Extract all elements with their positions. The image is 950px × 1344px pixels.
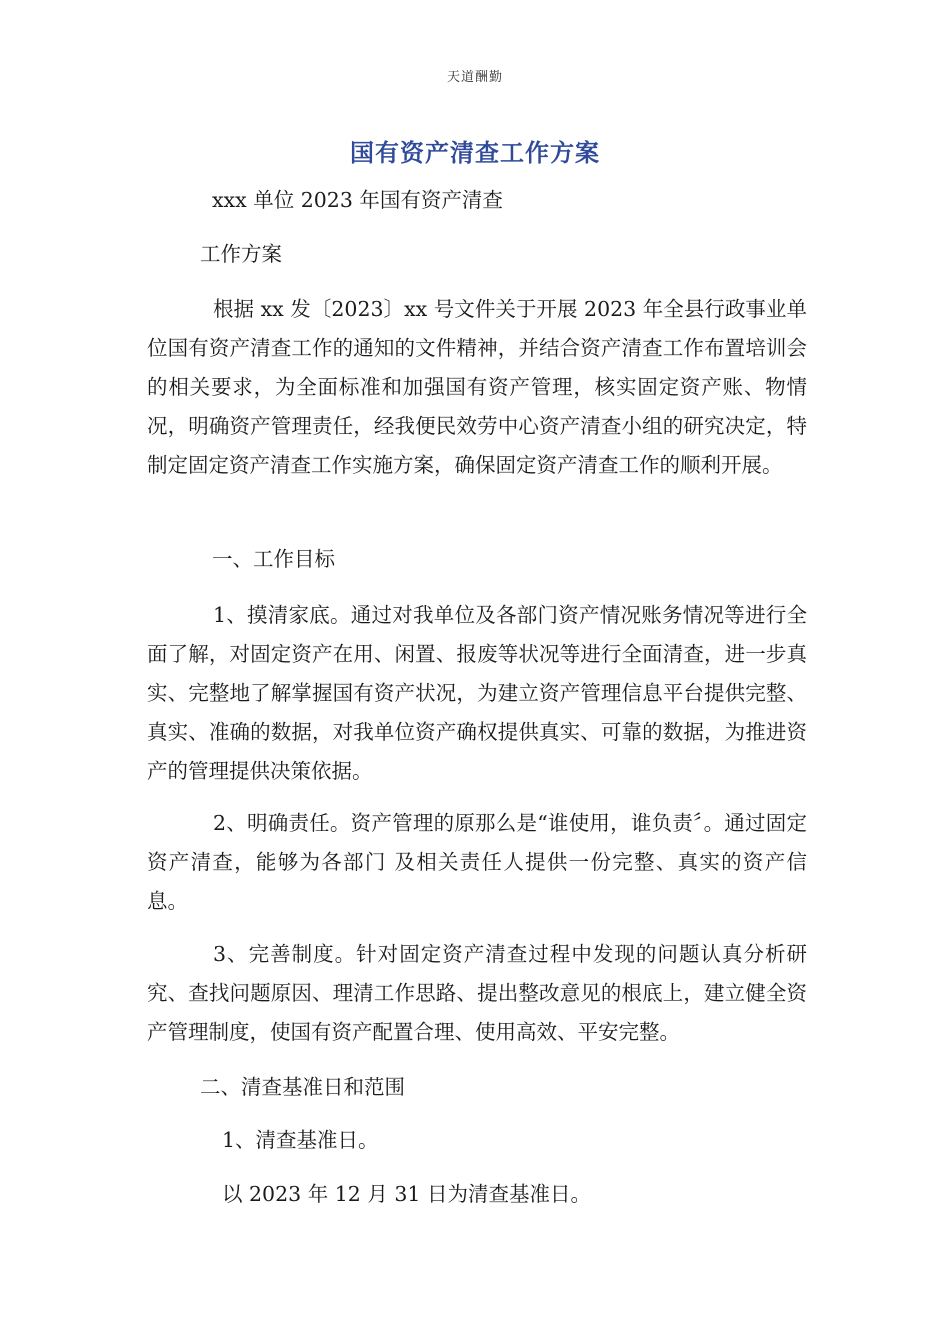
header-mark: 天道酬勤 (446, 70, 503, 85)
subtitle-line-1: xxx 单位 2023 年国有资产清查 (212, 188, 503, 212)
intro-paragraph: 根据 xx 发〔2023〕xx 号文件关于开展 2023 年全县行政事业单位国有资产清查工作的通知的文件精神，并结合资产清查工作布置培训会的相关要求，为全面标准和加强国有资产管理，核实固定资产账、物情况，明确资产管理责任，经我便民效劳中心资产清查小组的研究决定，特制定固定资产清查工作实施方案，确保固定资产清查工作的顺利开展。 (147, 297, 807, 477)
section-1-item-3: 3、完善制度。针对固定资产清查过程中发现的问题认真分析研究、查找问题原因、理清工作思路、提出整改意见的根底上，建立健全资产管理制度，使国有资产配置合理、使用高效、平安完整。 (147, 942, 807, 1044)
section-1-item-2: 2、明确责任。资产管理的原那么是“谁使用，谁负责〞。通过固定资产清查，能够为各部门 及相关责任人提供一份完整、真实的资产信息。 (147, 811, 807, 913)
section-2-item-1-text: 以 2023 年 12 月 31 日为清查基准日。 (222, 1182, 591, 1206)
section-1-item-1: 1、摸清家底。通过对我单位及各部门资产情况账务情况等进行全面了解，对固定资产在用、闲置、报废等状况等进行全面清查，进一步真实、完整地了解掌握国有资产状况，为建立资产管理信息平台提供完整、真实、准确的数据，对我单位资产确权提供真实、可靠的数据，为推进资产的管理提供决策依据。 (147, 603, 807, 783)
section-1-heading: 一、工作目标 (212, 547, 335, 571)
section-2-heading: 二、清查基准日和范围 (200, 1075, 405, 1099)
section-2-item-1-heading: 1、清查基准日。 (222, 1128, 379, 1152)
document-title: 国有资产清查工作方案 (350, 139, 600, 167)
subtitle-line-2: 工作方案 (200, 242, 282, 266)
